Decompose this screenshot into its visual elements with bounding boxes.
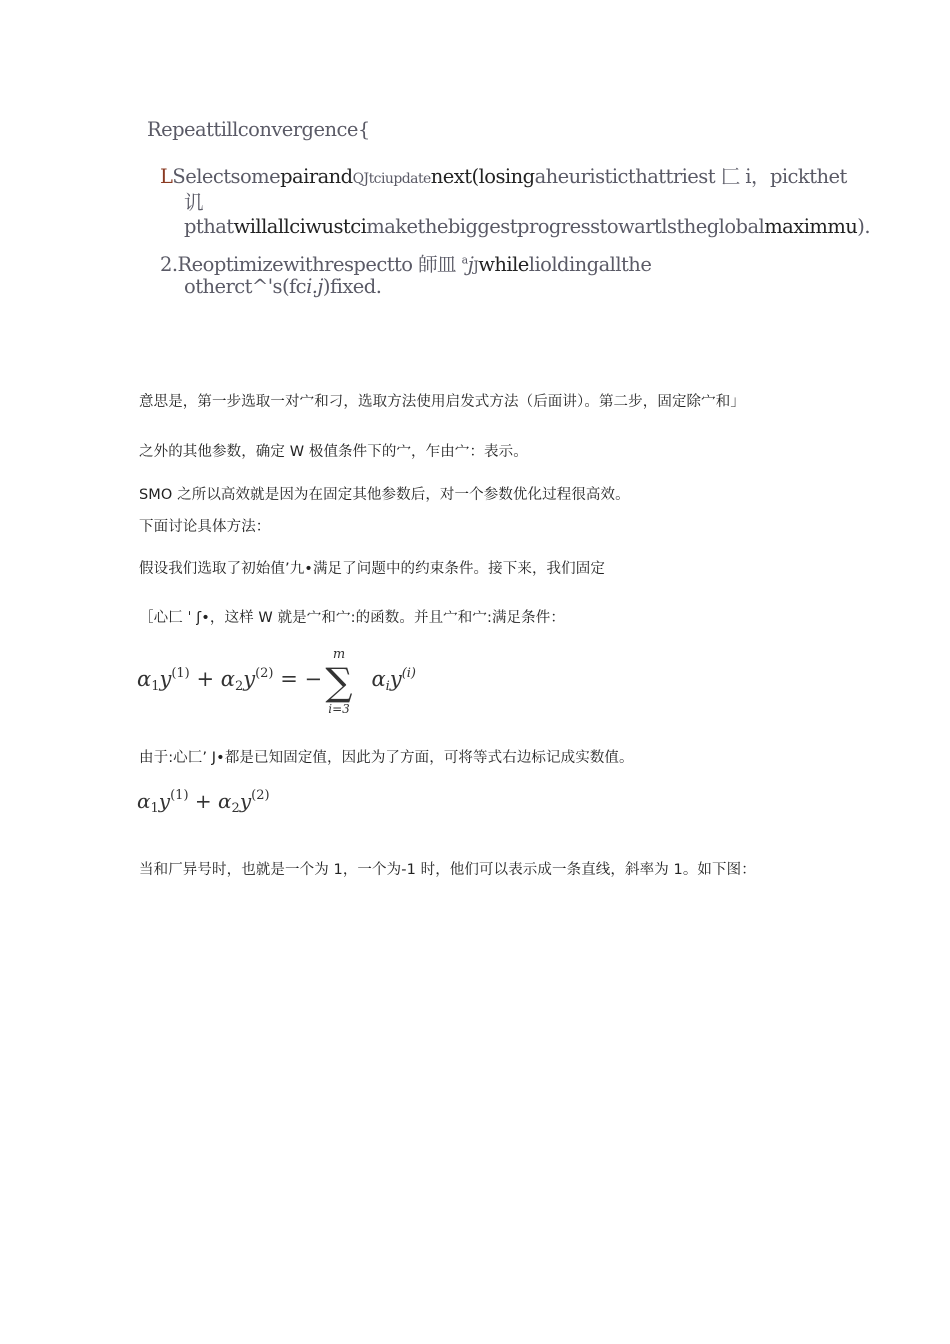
- y-2-sup: (2): [251, 788, 270, 803]
- step1-l3-a: pthat: [184, 215, 234, 238]
- lhs-expression: [137, 788, 270, 816]
- algorithm-step2-line1: [160, 249, 651, 277]
- sum-upper-limit: m: [332, 647, 346, 662]
- alpha-2-sub: 2: [234, 679, 244, 694]
- algorithm-step2-line2: [184, 275, 381, 298]
- step2-text-c: J: [473, 259, 479, 275]
- y-2: y: [243, 667, 256, 691]
- step1-text-g: 匚 i，pickthet: [720, 165, 847, 188]
- step1-text-b: pairand: [280, 165, 353, 188]
- step1-text-c: QJtciupdate: [352, 171, 431, 187]
- algorithm-repeat-line: [147, 118, 370, 141]
- paragraph-5: 假设我们选取了初始值’九•满足了问题中的约束条件。接下来，我们固定: [139, 561, 605, 577]
- paragraph-7: 由于:心匚’ J•都是已知固定值，因此为了方面，可将等式右边标记成实数值。: [139, 750, 634, 766]
- y-1-sup: (1): [170, 788, 189, 803]
- step2-text-b: j: [467, 253, 474, 276]
- plus-sign: +: [194, 789, 212, 813]
- alpha-2: α: [218, 789, 232, 813]
- equals-minus: = −: [280, 667, 323, 691]
- alpha-2: α: [220, 667, 235, 691]
- constraint-equation: [137, 666, 416, 694]
- plus-sign: +: [196, 667, 215, 691]
- y-1-sup: (1): [171, 666, 190, 681]
- step2-sup: a: [461, 253, 468, 267]
- step1-line2-text: 讥: [184, 191, 203, 214]
- step1-text-f: aheuristicthattriest: [534, 165, 716, 188]
- step1-text-a: Selectsome: [172, 165, 281, 188]
- sum-lower-limit: i=3: [328, 702, 350, 716]
- step1-l3-c: makethebiggestprogresstowartlstheglobal: [366, 215, 765, 238]
- step1-l3-e: ).: [857, 215, 870, 238]
- sum-symbol: ∑: [325, 660, 353, 704]
- paragraph-8: 当和厂异号时，也就是一个为 1，一个为-1 时，他们可以表示成一条直线，斜率为 1。如下图：: [139, 862, 756, 878]
- algorithm-step1-line3: [184, 215, 870, 238]
- alpha-i-sub: i: [385, 679, 390, 694]
- alpha-1: α: [137, 667, 152, 691]
- step2-text-e: lioldingallthe: [528, 253, 652, 276]
- step1-l3-d: maximmu: [764, 215, 858, 238]
- repeat-text: Repeattillconvergence{: [147, 118, 370, 141]
- step1-text-d: next(: [430, 165, 479, 188]
- y-1: y: [158, 789, 171, 813]
- alpha-1-sub: 1: [150, 801, 159, 816]
- y-1: y: [159, 667, 172, 691]
- summation-sign: [317, 648, 361, 716]
- algorithm-step1-line1: [160, 161, 847, 189]
- step1-l3-b: willallciwustci: [233, 215, 367, 238]
- alpha-i: α: [371, 667, 386, 691]
- alpha-2-sub: 2: [231, 801, 240, 816]
- algorithm-step1-line2: [184, 187, 203, 215]
- paragraph-4: 下面讨论具体方法：: [139, 519, 271, 535]
- alpha-1: α: [137, 789, 151, 813]
- paragraph-6: ［心匚 ˈ ʃ•，这样 W 就是宀和宀:的函数。并且宀和宀:满足条件：: [139, 610, 565, 626]
- step2-text-a: 2.Reoptimizewithrespectto 師皿: [160, 253, 457, 276]
- alpha-1-sub: 1: [151, 679, 160, 694]
- step2-l2-c: )fixed.: [322, 275, 382, 298]
- paragraph-2: 之外的其他参数，确定 W 极值条件下的宀，乍由宀：表示。: [139, 444, 528, 460]
- step2-l2-b: i.j: [306, 275, 323, 298]
- paragraph-3: SMO 之所以高效就是因为在固定其他参数后，对一个参数优化过程很高效。: [139, 487, 630, 503]
- y-2: y: [239, 789, 252, 813]
- step1-number: L: [160, 165, 173, 188]
- step2-text-d: while: [478, 253, 529, 276]
- step1-text-e: losing: [478, 165, 535, 188]
- y-i-sup: (i): [401, 666, 416, 681]
- paragraph-1: 意思是，第一步选取一对宀和刁，选取方法使用启发式方法（后面讲）。第二步，固定除宀和」: [139, 394, 745, 410]
- y-i: y: [389, 667, 402, 691]
- y-2-sup: (2): [255, 666, 274, 681]
- step2-l2-a: otherct^'s(fc: [184, 275, 307, 298]
